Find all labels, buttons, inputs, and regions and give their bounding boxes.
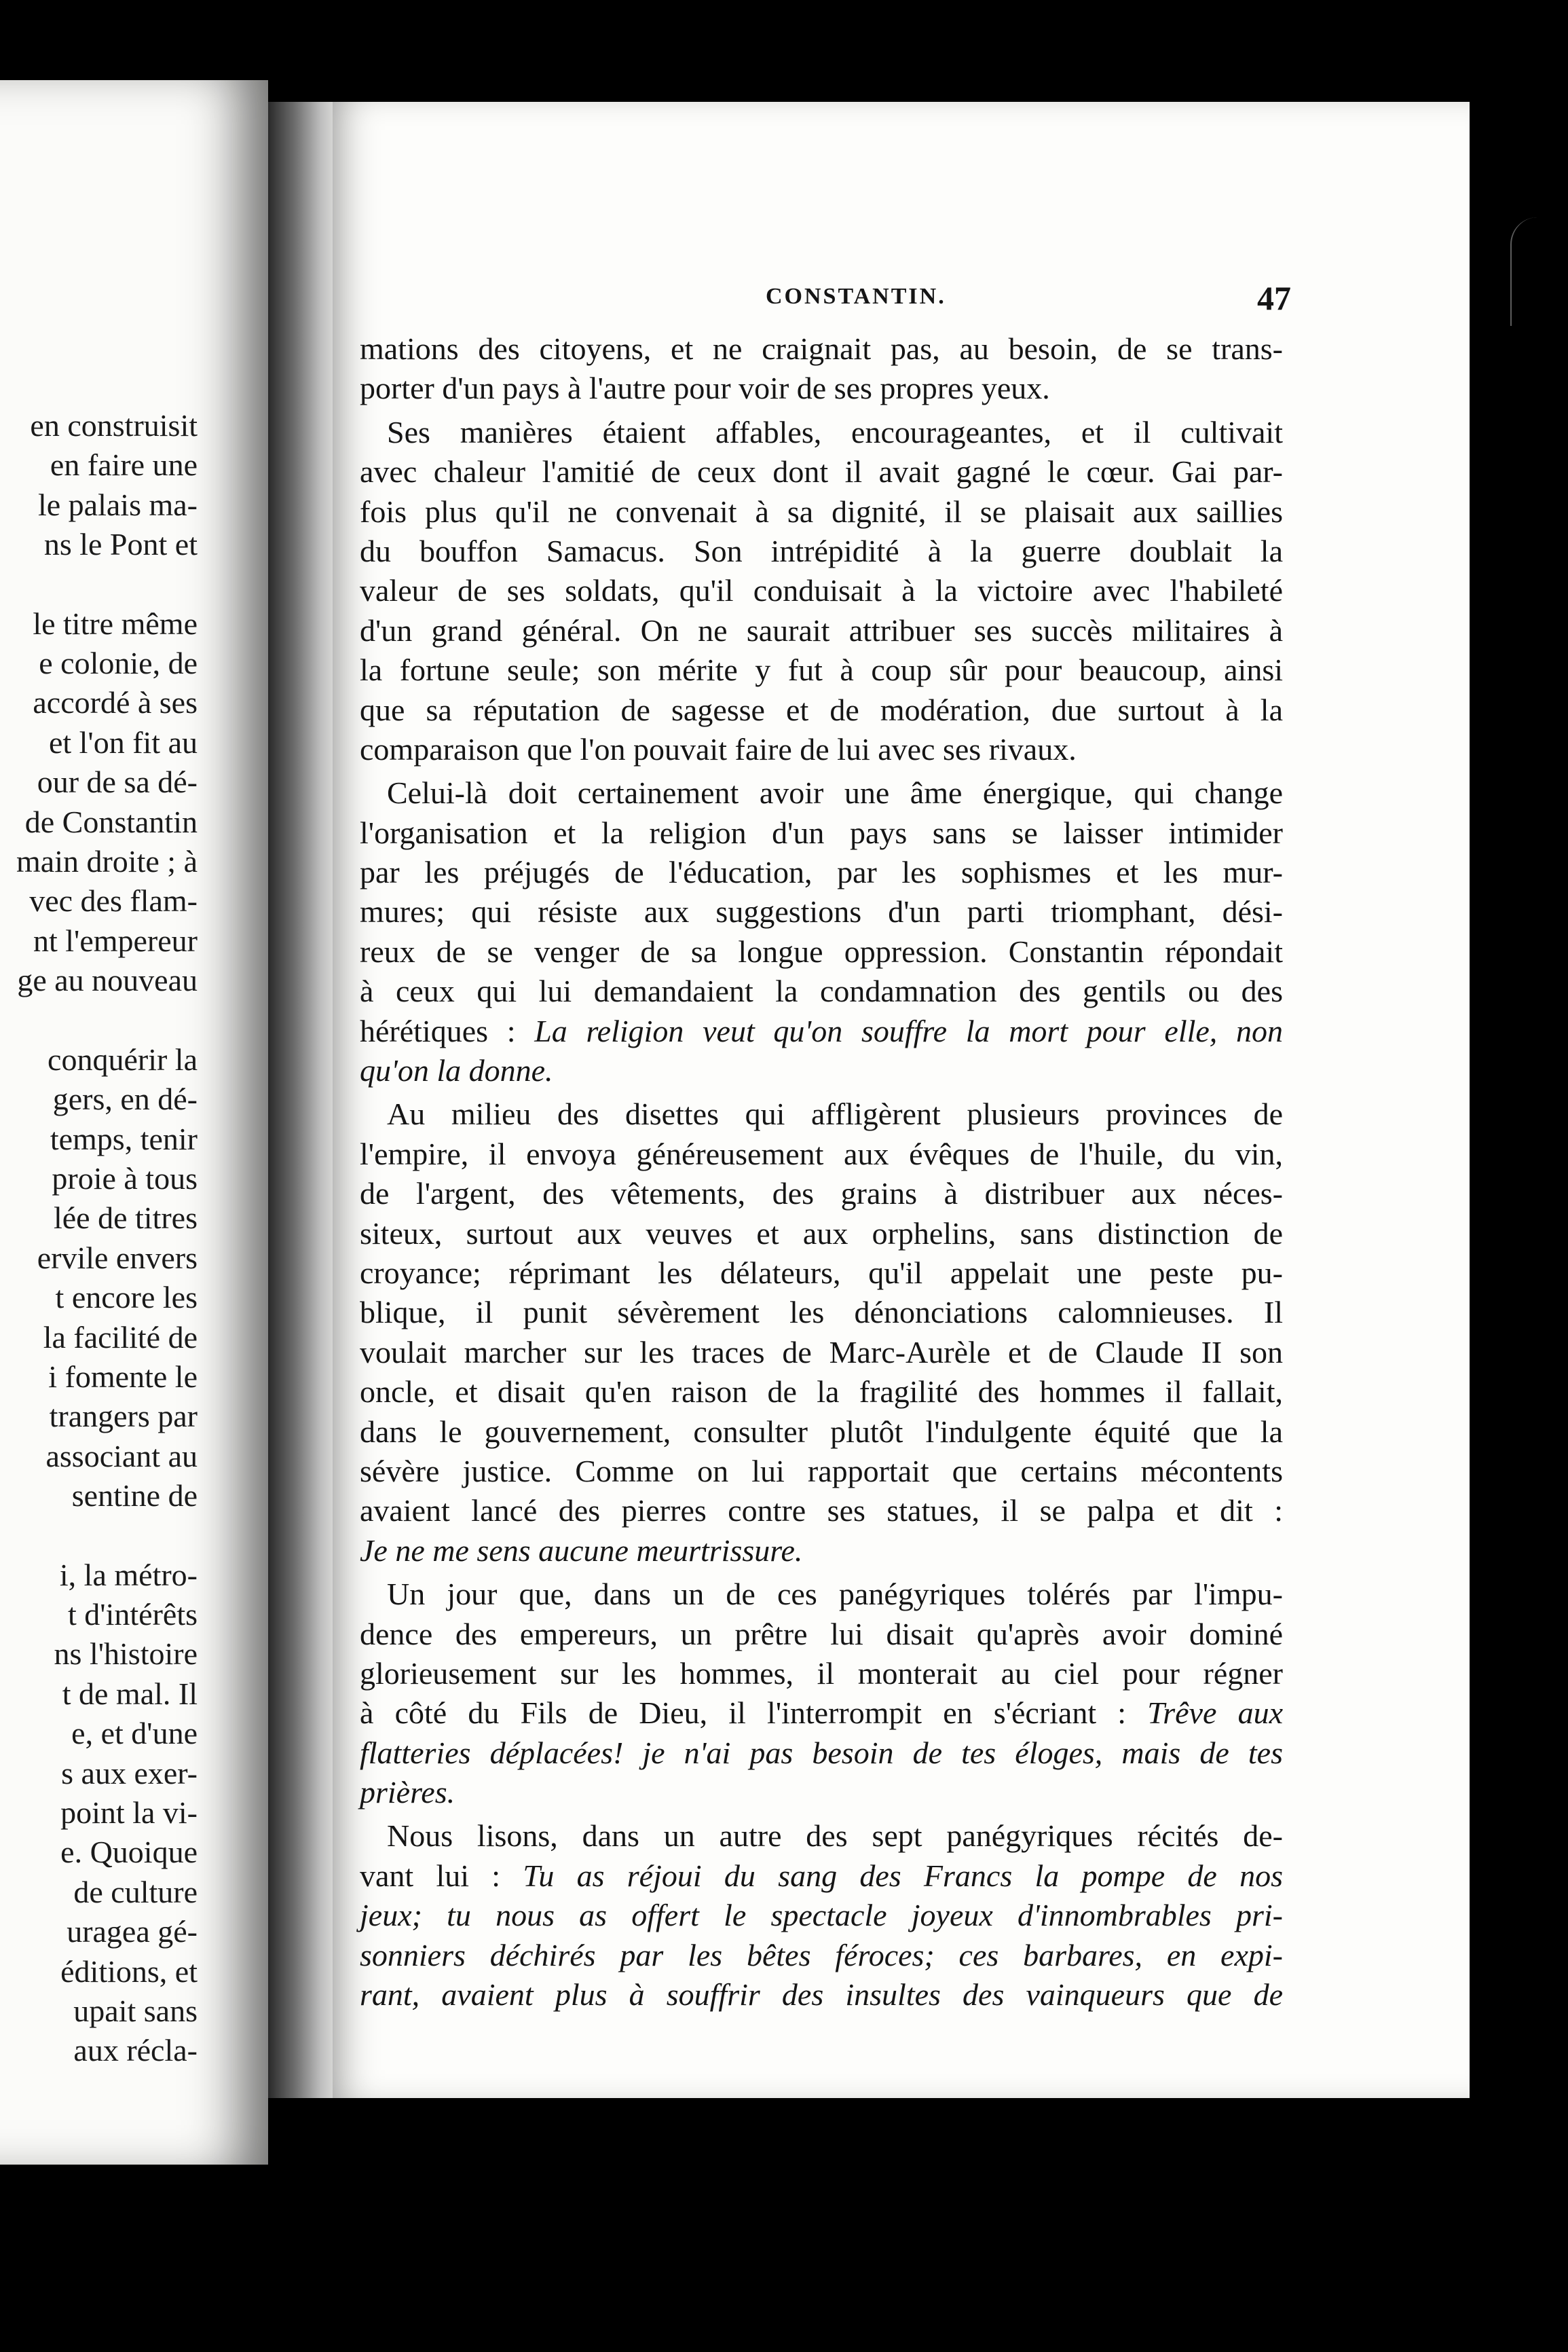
text-line (360, 611, 1283, 650)
text-line-italic: Tu as réjoui du sang des Francs la pompe de nos (523, 1858, 1283, 1893)
text-line-content: à ceux qui lui demandaient la condamnation des gentils ou des (360, 974, 1283, 1009)
text-line (360, 1333, 1283, 1372)
text-line (360, 413, 1283, 452)
text-line (360, 571, 1283, 610)
text-line (360, 1412, 1283, 1452)
text-line (360, 1293, 1283, 1332)
previous-page-line: proie à tous (52, 1160, 198, 1196)
text-line-content: que sa réputation de sagesse et de modération, due surtout à la (360, 692, 1283, 727)
text-line (360, 1654, 1283, 1693)
text-line (360, 972, 1283, 1011)
previous-page-line: e, et d'une (71, 1716, 198, 1751)
text-line-content: qu'on la donne. (360, 1053, 553, 1088)
text-line-content: à côté du Fils de Dieu, il l'interrompit en s'écriant : (360, 1695, 1148, 1731)
previous-page-line: temps, tenir (50, 1121, 198, 1156)
previous-page-line: trangers par (49, 1399, 198, 1434)
text-line-content: rant, avaient plus à souffrir des insultes des vainqueurs que de (360, 1977, 1283, 2013)
text-line-content: Celui-là doit certainement avoir une âme énergique, qui change (387, 775, 1283, 811)
text-line (360, 452, 1283, 492)
text-line-content: Je ne me sens aucune meurtrissure. (360, 1532, 803, 1568)
previous-page-line: our de sa dé- (37, 765, 198, 800)
previous-page-line: en construisit (30, 408, 198, 443)
fragment-gap (16, 1001, 198, 1040)
text-line-content: vant lui : (360, 1858, 523, 1893)
text-line (360, 853, 1283, 892)
previous-page-line: upait sans (73, 1993, 198, 2029)
text-line-content: croyance; réprimant les délateurs, qu'il appelait une peste pu- (360, 1255, 1283, 1290)
text-line-content: siteux, surtout aux veuves et aux orphelins, sans distinction de (360, 1215, 1283, 1251)
previous-page-line: i fomente le (48, 1359, 198, 1394)
text-line-content: valeur de ses soldats, qu'il conduisait à la victoire avec l'habileté (360, 573, 1283, 608)
previous-page-line: associant au (45, 1438, 198, 1473)
text-line-content: glorieusement sur les hommes, il monterait au ciel pour régner (360, 1655, 1283, 1691)
text-line (360, 813, 1283, 853)
previous-page-line: vec des flam- (29, 883, 198, 919)
text-line (360, 730, 1283, 769)
running-header-title: CONSTANTIN. (766, 284, 946, 309)
text-line-content: par les préjugés de l'éducation, par les sophismes et les mur- (360, 855, 1283, 890)
text-line-italic: La religion veut qu'on souffre la mort pour elle, non (534, 1013, 1283, 1048)
text-line-content: de l'argent, des vêtements, des grains à distribuer aux néces- (360, 1176, 1283, 1211)
text-line (360, 1773, 1283, 1812)
previous-page-line: e colonie, de (39, 646, 198, 681)
previous-page-line: uragea gé- (67, 1914, 198, 1949)
previous-page-text-fragments (16, 406, 198, 2071)
fragment-gap (16, 1516, 198, 1556)
text-line (360, 369, 1283, 408)
previous-page-line: de culture (73, 1874, 198, 1909)
text-line (360, 1214, 1283, 1253)
text-line-content: Un jour que, dans un de ces panégyriques tolérés par l'impu- (387, 1577, 1283, 1612)
text-line-content: Au milieu des disettes qui affligèrent plusieurs provinces de (387, 1097, 1283, 1132)
text-line (360, 1095, 1283, 1134)
text-line (360, 1253, 1283, 1293)
text-line-content: dence des empereurs, un prêtre lui disait qu'après avoir dominé (360, 1616, 1283, 1651)
text-line-content: la fortune seule; son mérite y fut à coup sûr pour beaucoup, ainsi (360, 653, 1283, 688)
text-line (360, 1856, 1283, 1896)
text-line (360, 650, 1283, 690)
previous-page-line: éditions, et (60, 1953, 198, 1989)
text-line (360, 1733, 1283, 1773)
text-line-content: l'organisation et la religion d'un pays sans se laisser intimider (360, 815, 1283, 850)
text-line-content: porter d'un pays à l'autre pour voir de ses propres yeux. (360, 371, 1050, 406)
text-line (360, 1051, 1283, 1090)
previous-page-line: de Constantin (24, 804, 198, 839)
text-line-content: sévère justice. Comme on lui rapportait que certains mécontents (360, 1453, 1283, 1488)
text-line (360, 1135, 1283, 1174)
text-line (360, 932, 1283, 972)
paper-fiber-mark (1510, 217, 1537, 326)
text-line (360, 492, 1283, 532)
text-line (360, 691, 1283, 730)
previous-page-line: accordé à ses (33, 685, 198, 720)
text-line (360, 1174, 1283, 1213)
running-header (333, 279, 1470, 325)
text-line (360, 329, 1283, 369)
text-line-content: mures; qui résiste aux suggestions d'un parti triomphant, dési- (360, 894, 1283, 930)
previous-page-line: le palais ma- (37, 487, 198, 522)
text-line-content: avaient lancé des pierres contre ses statues, il se palpa et dit : (360, 1493, 1283, 1528)
previous-page-line: ge au nouveau (17, 963, 198, 998)
text-line (360, 1491, 1283, 1530)
text-line (360, 1452, 1283, 1491)
text-line-content: jeux; tu nous as offert le spectacle joyeux d'innombrables pri- (360, 1898, 1283, 1933)
previous-page-line: t d'intérêts (68, 1596, 198, 1632)
book-page (333, 102, 1470, 2098)
previous-page-line: la facilité de (43, 1319, 198, 1355)
text-line (360, 1531, 1283, 1570)
previous-page-line: lée de titres (53, 1200, 198, 1236)
page-body-text (360, 329, 1283, 2015)
text-line (360, 1615, 1283, 1654)
text-line-content: dans le gouvernement, consulter plutôt l'indulgente équité que la (360, 1414, 1283, 1449)
text-line-italic: Trêve aux (1147, 1695, 1283, 1731)
text-line-content: hérétiques : (360, 1013, 535, 1048)
previous-page-line: t de mal. Il (62, 1676, 198, 1711)
book-gutter (268, 102, 343, 2098)
text-line-content: reux de se venger de sa longue oppression. Constantin répondait (360, 934, 1283, 969)
previous-page-line: en faire une (50, 447, 198, 483)
previous-page-line: sentine de (71, 1478, 198, 1513)
text-line (360, 1816, 1283, 1856)
text-line-content: blique, il punit sévèrement les dénonciations calomnieuses. Il (360, 1295, 1283, 1330)
text-line-content: l'empire, il envoya généreusement aux évêques de l'huile, du vin, (360, 1136, 1283, 1171)
previous-page-line: gers, en dé- (52, 1082, 198, 1117)
text-line-content: flatteries déplacées! je n'ai pas besoin de tes éloges, mais de tes (360, 1735, 1283, 1770)
text-line-content: avec chaleur l'amitié de ceux dont il avait gagné le cœur. Gai par- (360, 454, 1283, 490)
text-line-content: d'un grand général. On ne saurait attribuer ses succès militaires à (360, 612, 1283, 648)
previous-page-line: main droite ; à (16, 844, 198, 879)
text-line-content: voulait marcher sur les traces de Marc-Aurèle et de Claude II son (360, 1334, 1283, 1370)
text-line (360, 892, 1283, 932)
text-line (360, 1693, 1283, 1733)
page-number: 47 (1257, 279, 1291, 317)
text-line-content: prières. (360, 1775, 455, 1810)
previous-page-line: e. Quoique (60, 1835, 198, 1870)
previous-page-line: point la vi- (60, 1795, 198, 1830)
text-line-content: oncle, et disait qu'en raison de la fragilité des hommes il fallait, (360, 1374, 1283, 1410)
previous-page-line: conquérir la (48, 1042, 198, 1077)
text-line (360, 532, 1283, 571)
text-line-content: comparaison que l'on pouvait faire de lui avec ses rivaux. (360, 731, 1077, 767)
text-line (360, 1012, 1283, 1051)
previous-page-line: et l'on fit au (48, 724, 198, 760)
previous-page-line: s aux exer- (61, 1755, 198, 1790)
text-line (360, 1575, 1283, 1614)
text-line (360, 1975, 1283, 2015)
text-line-content: fois plus qu'il ne convenait à sa dignité, il se plaisait aux saillies (360, 494, 1283, 529)
previous-page-line: ns le Pont et (43, 527, 198, 562)
previous-page-line: aux récla- (73, 2033, 198, 2068)
text-line (360, 1372, 1283, 1412)
text-line-content: du bouffon Samacus. Son intrépidité à la guerre doublait la (360, 533, 1283, 568)
text-line (360, 773, 1283, 813)
text-line-content: mations des citoyens, et ne craignait pas, au besoin, de se trans- (360, 331, 1283, 366)
previous-page-line: i, la métro- (59, 1557, 198, 1592)
text-line-content: sonniers déchirés par les bêtes féroces; ces barbares, en expi- (360, 1937, 1283, 1972)
fragment-gap (16, 565, 198, 604)
text-line (360, 1896, 1283, 1935)
text-line-content: Nous lisons, dans un autre des sept panégyriques récités de- (387, 1818, 1283, 1854)
previous-page-line: ns l'histoire (54, 1636, 198, 1672)
text-line (360, 1936, 1283, 1975)
previous-page-line: t encore les (55, 1280, 198, 1315)
previous-page-line: ervile envers (37, 1240, 198, 1275)
previous-page-line: nt l'empereur (33, 923, 198, 958)
text-line-content: Ses manières étaient affables, encourageantes, et il cultivait (387, 414, 1283, 449)
previous-page-line: le titre même (33, 606, 198, 641)
previous-page (0, 80, 268, 2165)
